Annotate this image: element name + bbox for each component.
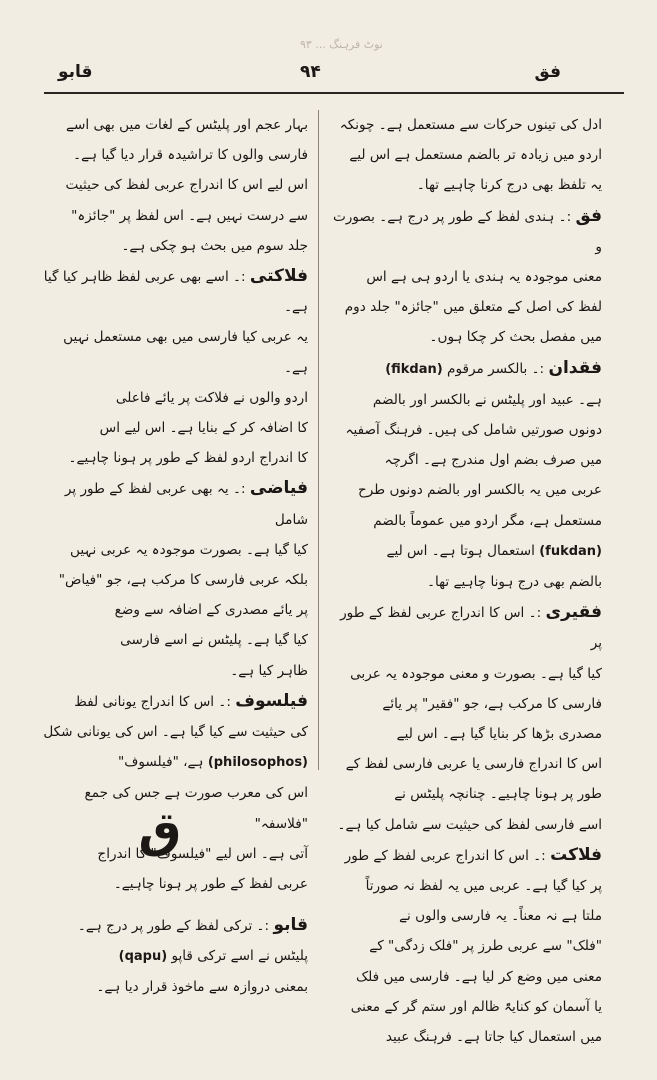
header-rule	[44, 92, 624, 94]
text-line: ملتا ہے نہ معناً۔ یہ فارسی والوں نے	[399, 908, 602, 925]
text-line: جلد سوم میں بحث ہو چکی ہے۔	[121, 237, 308, 254]
header-left-word: قابو	[58, 62, 93, 82]
text-line: "فلک" سے عربی طرز پر "فلک زدگی" کے	[369, 938, 602, 955]
text-line: کیا گیا ہے۔ بصورت و معنی موجودہ یہ عربی	[350, 665, 602, 682]
entry-head: فلاکتی	[249, 266, 308, 287]
text-line: لفظ کی اصل کے متعلق میں "جائزہ" جلد دوم	[344, 299, 602, 316]
text-line: اس کی معرب صورت ہے جس کی جمع "فلاسفہ"	[84, 785, 308, 832]
text-line: :۔ بالکسر مرقوم	[447, 360, 545, 377]
entry-head: فلاکت	[550, 844, 602, 865]
text-line: اردو میں زیادہ تر بالضم مستعمل ہے اس لیے	[349, 147, 602, 164]
bleed-through-text: نوٹ فرہنگ ... ۹۳	[300, 38, 383, 51]
left-column-bottom	[36, 910, 308, 1003]
text-line: اس کا اندراج فارسی یا عربی فارسی لفظ کے	[345, 756, 602, 773]
text-line: میں صرف بضم اول مندرج ہے۔ اگرچہ	[384, 452, 602, 469]
header-right-word: فق	[534, 62, 561, 82]
text-line: کیا گیا ہے۔ بصورت موجودہ یہ عربی نہیں	[70, 541, 308, 558]
column-divider	[318, 110, 319, 770]
text-line: :۔ ترکی لفظ کے طور پر درج ہے۔	[77, 918, 270, 934]
text-line: فارسی کا مرکب ہے، جو "فقیر" پر یائے	[382, 695, 602, 712]
left-column	[36, 110, 308, 899]
text-line: میں استعمال کیا جاتا ہے۔ فرہنگ عبید	[385, 1029, 602, 1046]
entry-falakati	[36, 261, 308, 322]
text-line: مصدری بڑھا کر بنایا گیا ہے۔ اس لیے	[396, 726, 602, 743]
entry-head: فق	[575, 205, 602, 226]
text-line: :۔ ہندی لفظ کے طور پر درج ہے۔ بصورت و	[332, 208, 602, 255]
text-line: اسے فارسی لفظ کی حیثیت سے شامل کیا ہے۔	[337, 816, 602, 833]
text-line: طور پر ہونا چاہیے۔ چنانچہ پلیٹس نے	[394, 786, 602, 803]
entry-falakat	[330, 840, 602, 871]
text-line: اردو والوں نے فلاکت پر یائے فاعلی	[115, 389, 308, 406]
text-line: مستعمل ہے، مگر اردو میں عموماً بالضم	[373, 512, 602, 529]
entry-head: فیاضی	[249, 478, 308, 499]
text-line: سے درست نہیں ہے۔ اس لفظ پر "جائزہ"	[71, 207, 308, 224]
text-line	[36, 941, 308, 972]
text-line: معنی میں وضع کر لیا ہے۔ فارسی میں فلک	[356, 968, 602, 985]
text-line: کیا گیا ہے۔ پلیٹس نے اسے فارسی	[120, 632, 308, 649]
text-line: :۔ یہ بھی عربی لفظ کے طور پر شامل	[64, 481, 308, 528]
text-line: استعمال ہوتا ہے۔ اس لیے	[386, 542, 535, 559]
text-line: بلکہ عربی فارسی کا مرکب ہے، جو "فیاض"	[58, 572, 308, 589]
text-line: پر کیا گیا ہے۔ عربی میں یہ لفظ نہ صورتاً	[365, 878, 602, 895]
entry-head: قابو	[273, 915, 308, 935]
text-line: دونوں صورتیں شامل کی ہیں۔ فرہنگ آصفیہ	[345, 422, 602, 439]
entry-faqiri	[330, 597, 602, 658]
transliteration: (qapu)	[118, 949, 168, 965]
text-line: :۔ اس کا اندراج یونانی لفظ	[74, 693, 231, 710]
section-letter-qaf: ق	[138, 802, 182, 858]
entry-qabu	[36, 910, 308, 941]
page-number: ۹۴	[300, 62, 321, 82]
text-line: بمعنی دروازہ سے ماخوذ قرار دیا ہے۔	[96, 979, 308, 996]
transliteration: (fukdan)	[539, 543, 602, 559]
text-line: فارسی والوں کا تراشیدہ قرار دیا گیا ہے۔	[73, 147, 308, 164]
transliteration: (philosophos)	[207, 755, 308, 771]
text-line: پر یائے مصدری کے اضافہ سے وضع	[114, 602, 308, 619]
text-line	[36, 747, 308, 778]
text-line: :۔ اس کا اندراج عربی لفظ کے طور	[344, 847, 546, 864]
text-line: بالضم بھی درج ہونا چاہیے تھا۔	[427, 574, 602, 591]
text-line: ادل کی تینوں حرکات سے مستعمل ہے۔ چونکہ	[339, 117, 602, 133]
text-line: یا آسمان کو کنایۃً ظالم اور ستم گر کے معنی	[350, 998, 602, 1015]
transliteration: (fikdan)	[385, 361, 443, 377]
right-column	[330, 110, 602, 1052]
entry-head: فیلسوف	[235, 690, 308, 711]
text-line	[330, 536, 602, 567]
text-line: کا اضافہ کر کے بنایا ہے۔ اس لیے اس	[99, 420, 308, 437]
text-line: کا اندراج اردو لفظ کے طور پر ہونا چاہیے۔	[68, 450, 308, 467]
text-line: عربی میں یہ بالکسر اور بالضم دونوں طرح	[358, 482, 602, 499]
text-line: معنی موجودہ یہ ہندی یا اردو ہی ہے اس	[366, 269, 602, 286]
text-line: عربی لفظ کے طور پر ہونا چاہیے۔	[113, 876, 308, 893]
text-line: میں مفصل بحث کر چکا ہوں۔	[429, 329, 602, 346]
text-line: پلیٹس نے اسے ترکی قاپو	[171, 948, 308, 965]
text-line: :۔ اسے بھی عربی لفظ ظاہر کیا گیا ہے۔	[43, 269, 308, 316]
entry-fuqdan	[330, 353, 602, 385]
text-line: یہ تلفظ بھی درج کرنا چاہیے تھا۔	[416, 177, 602, 194]
text-line: کی حیثیت سے کیا گیا ہے۔ اس کی یونانی شکل	[43, 724, 308, 741]
text-line: اس لیے اس کا اندراج عربی لفظ کی حیثیت	[65, 177, 308, 194]
text-line: آتی ہے۔ اس لیے "فیلسوف" کا اندراج	[97, 845, 308, 862]
entry-failsoof	[36, 686, 308, 717]
text-line: ظاہر کیا ہے۔	[230, 662, 308, 679]
running-header	[0, 54, 657, 94]
entry-head: فقدان	[548, 357, 602, 378]
text-line: ہے، "فیلسوف"	[117, 754, 204, 771]
text-line: یہ عربی کیا فارسی میں بھی مستعمل نہیں ہے۔	[63, 329, 308, 376]
entry-faq	[330, 201, 602, 262]
entry-head: فقیری	[545, 602, 602, 623]
entry-fayyazi	[36, 473, 308, 534]
text-line: ہے۔ عبید اور پلیٹس نے بالکسر اور بالضم	[372, 391, 602, 408]
text-line: بہار عجم اور پلیٹس کے لغات میں بھی اسے	[66, 117, 308, 133]
text-line: :۔ اس کا اندراج عربی لفظ کے طور پر	[340, 605, 602, 652]
